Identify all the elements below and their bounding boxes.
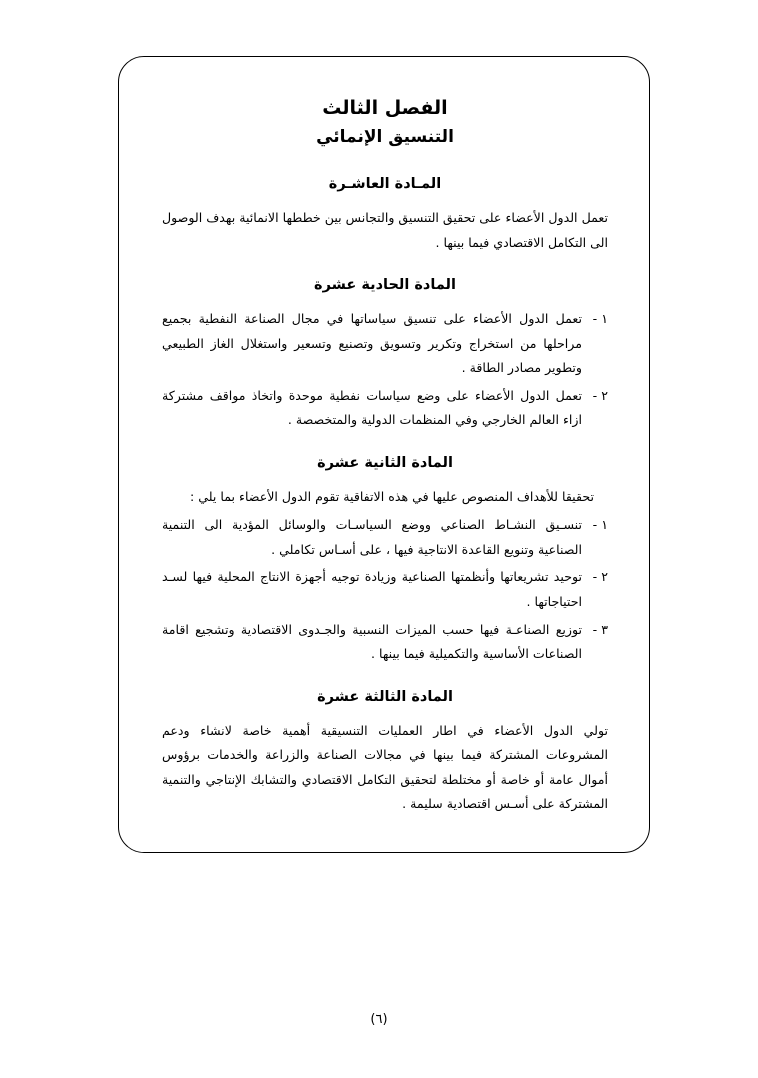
list-item bbox=[162, 307, 608, 381]
article-12-paragraph: تحقيقا للأهداف المنصوص عليها في هذه الاتفاقية تقوم الدول الأعضاء بما يلي : bbox=[189, 488, 594, 504]
article-13-paragraph: تولي الدول الأعضاء في اطار العمليات التنسيقية أهمية خاصة لانشاء ودعم المشروعات المشتركة فيما بينها في مجالات الصناعة والزراعة والخدمات برؤوس أموال عامة أو خاصة أو مختلطة لتحقيق التكامل الاقتصادي والتشابك الإنتاجي والتنمية المشتركة على أسـس اقتصادية سليمة . bbox=[162, 722, 608, 812]
list-item-number: ١ - bbox=[592, 311, 608, 327]
list-item-text: تعمل الدول الأعضاء على تنسيق سياساتها في مجال الصناعة النفطية بجميع مراحلها من استخراج وتكرير وتسويق وتصنيع وتسعير واستغلال الغاز الطبيعي وتطوير مصادر الطاقة . bbox=[162, 311, 582, 376]
list-item-text: توحيد تشريعاتها وأنظمتها الصناعية وزيادة توجيه أجهزة الانتاج المحلية فيها لسـد احتياجاتها . bbox=[162, 569, 582, 610]
list-item bbox=[162, 618, 608, 667]
chapter-title: الفصل الثالث bbox=[322, 97, 448, 119]
article-11-list bbox=[162, 307, 608, 433]
list-item-text: توزيع الصناعـة فيها حسب الميزات النسبية والجـدوى الاقتصادية وتشجيع اقامة الصناعات الأساسية والتكميلية فيما بينها . bbox=[162, 621, 582, 662]
page-number: (٦) bbox=[370, 1012, 388, 1027]
list-item-text: تعمل الدول الأعضاء على وضع سياسات نفطية موحدة واتخاذ مواقف مشتركة ازاء العالم الخارجي وفي المنظمات الدولية والمتخصصة . bbox=[162, 387, 582, 428]
list-item bbox=[162, 565, 608, 614]
list-item-text: تنسـيق النشـاط الصناعي ووضع السياسـات والوسائل المؤدية الى التنمية الصناعية وتنويع القاعدة الانتاجية فيها ، على أسـاس تكاملي . bbox=[162, 517, 582, 557]
article-10-paragraph: تعمل الدول الأعضاء على تحقيق التنسيق والتجانس بين خططها الانمائية بهدف الوصول الى التكامل الاقتصادي فيما بينها . bbox=[162, 210, 608, 250]
article-heading-12: المادة الثانية عشرة bbox=[317, 454, 453, 471]
list-item-number: ٢ - bbox=[592, 569, 608, 585]
list-item-number: ٣ - bbox=[592, 621, 608, 637]
document-content bbox=[140, 70, 630, 840]
list-item bbox=[162, 513, 608, 562]
article-heading-13: المادة الثالثة عشرة bbox=[317, 688, 453, 705]
article-12-list bbox=[162, 513, 608, 666]
list-item bbox=[162, 384, 608, 433]
list-item-number: ١ - bbox=[592, 517, 608, 533]
article-heading-11: المادة الحادية عشرة bbox=[314, 277, 456, 294]
article-heading-10: المـادة العاشـرة bbox=[328, 176, 442, 192]
list-item-number: ٢ - bbox=[592, 387, 608, 403]
chapter-subtitle: التنسيق الإنمائي bbox=[316, 126, 454, 147]
